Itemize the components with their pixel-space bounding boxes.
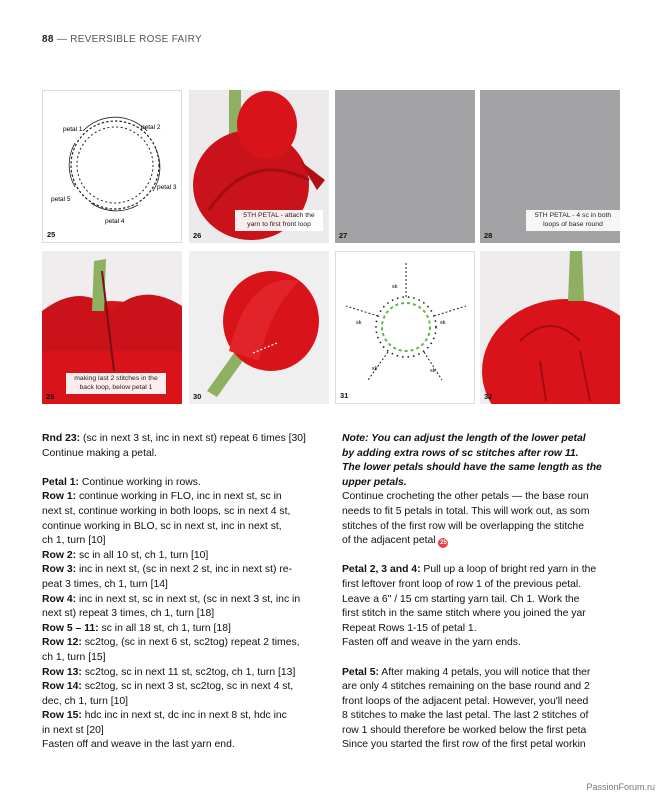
instruction-line [342,476,610,491]
instruction-text: in next st [20] [42,724,104,736]
row-label: Row 3: [42,564,77,576]
skip-label: sk [356,320,362,326]
instruction-text: needs to fit 5 petals in total. This will work out, as som [342,505,590,517]
instruction-text: Since you started the first row of the first petal workin [342,739,586,751]
petal-chart-diagram [43,91,182,243]
petal-label: petal 5 [51,196,71,203]
instruction-text: continue working in FLO, inc in next st, sc in [76,491,282,503]
instruction-line [42,666,312,681]
instruction-text: sc in all 18 st, ch 1, turn [18] [98,622,231,634]
instruction-line [342,738,610,753]
instruction-text: 8 stitches to make the last petal. The last 2 stitches of [342,710,589,722]
skip-label: sk [392,284,398,290]
instruction-text: of the adjacent petal [342,535,436,547]
watermark: PassionForum.ru [586,782,655,792]
note-label: Note: [342,433,369,444]
figure-number: 25 [47,230,56,239]
running-title: — REVERSIBLE ROSE FAIRY [56,34,202,45]
instruction-text: inc in next st, (sc in next 2 st, inc in next st) re- [76,564,293,576]
figure-31 [335,251,475,404]
instruction-line [342,563,610,578]
figure-27 [335,90,475,243]
instruction-text: hdc inc in next st, dc inc in next 8 st, hdc inc [81,710,287,722]
instruction-line [42,476,312,491]
instruction-text: Continue crocheting the other petals — the base roun [342,491,589,503]
instruction-text: by adding extra rows of sc stitches after row 11. [342,447,579,459]
instruction-line [342,622,610,637]
instruction-line [42,490,312,505]
petal-label: petal 2 [141,124,161,131]
row-label: Row 5 – 11: [42,622,99,634]
row-label: Row 13: [42,666,82,678]
row-label: Petal 2, 3 and 4: [342,564,421,576]
skip-label: sk [372,366,378,372]
instruction-line [42,534,312,549]
instruction-text: sc2tog, sc in next 3 st, sc2tog, sc in next 4 st, [81,681,294,693]
figure-25 [42,90,182,243]
row-label: Petal 1: [42,476,79,488]
figure-26 [189,90,329,243]
instruction-text: row 1 should therefore be worked below the first peta [342,724,587,736]
instruction-text: Continue making a petal. [42,447,157,459]
figure-number: 30 [193,392,202,401]
instruction-text: next st, continue working in both loops, sc in next 4 st, [42,505,291,517]
instruction-text: peat 3 times, ch 1, turn [14] [42,578,168,590]
instruction-text: (sc in next 3 st, inc in next st) repeat 6 times [30] [80,433,306,444]
instruction-text: After making 4 petals, you will notice that ther [378,666,591,678]
figure-28 [480,90,620,243]
instruction-line [342,534,610,549]
instruction-text: Pull up a loop of bright red yarn in the [420,564,597,576]
instruction-line [342,593,610,608]
instruction-text: dec, ch 1, turn [10] [42,695,129,707]
instruction-text: next st) repeat 3 times, ch 1, turn [18] [42,608,215,620]
instruction-line [342,490,610,505]
instruction-text: You can adjust the length of the lower petal [368,433,586,444]
instruction-text: sc2tog, sc in next 11 st, sc2tog, ch 1, turn [13] [81,666,296,678]
instruction-line [42,563,312,578]
rose-photo [480,251,620,404]
instruction-line [342,578,610,593]
figure-number: 29 [46,392,55,401]
instruction-text: Leave a 6" / 15 cm starting yarn tail. Ch 1. Work the [342,593,580,605]
instruction-text: sc2tog, (sc in next 6 st, sc2tog) repeat 2 times, [81,637,300,649]
figure-32 [480,251,620,404]
instruction-text: The lower petals should have the same length as the [342,462,602,474]
instruction-text: upper petals. [342,476,407,488]
instruction-text: continue working in BLO, sc in next st, inc in next st, [42,520,282,532]
instruction-line [342,520,610,535]
rosebud-photo [189,251,329,404]
figure-number: 32 [484,392,493,401]
instruction-text: stitches of the first row will be overlapping the stitche [342,520,584,532]
page-header [42,34,202,45]
row-label: Rnd 23: [42,433,81,444]
figure-caption: 5TH PETAL - attach the yarn to first front loop [235,210,323,231]
petal-label: petal 1 [63,126,83,133]
instruction-line [42,447,312,462]
instruction-line [42,593,312,608]
instruction-line [342,724,610,739]
instruction-line [42,680,312,695]
instruction-line [342,607,610,622]
petal-label: petal 4 [105,218,125,225]
instruction-text: ch 1, turn [15] [42,651,106,663]
instruction-line [42,695,312,710]
instruction-line [42,622,312,637]
instructions-right-column [342,432,610,753]
instruction-text: Repeat Rows 1-15 of petal 1. [342,622,477,634]
figure-number: 28 [484,231,493,240]
instruction-text: Fasten off and weave in the last yarn end. [42,739,235,751]
instruction-line [42,578,312,593]
figure-caption: 5TH PETAL - 4 sc in both loops of base round [526,210,620,231]
instruction-line [342,666,610,681]
instruction-line [42,724,312,739]
instruction-text: inc in next st, sc in next st, (sc in next 3 st, inc in [76,593,301,605]
instruction-line [42,432,312,447]
instruction-text: Fasten off and weave in the yarn ends. [342,637,521,649]
row-label: Row 14: [42,681,82,693]
instruction-line [342,432,610,447]
petal-label: petal 3 [157,184,177,191]
instruction-line [42,636,312,651]
instruction-line [342,505,610,520]
stitch-chart-diagram [336,252,475,404]
figure-grid [42,90,610,404]
figure-number: 26 [193,231,202,240]
instruction-text: first leftover front loop of row 1 of the previous petal. [342,578,582,590]
instruction-text: first stitch in the same stitch where you joined the yar [342,608,586,620]
figure-number: 27 [339,231,348,240]
instruction-line [42,549,312,564]
skip-label: sk [430,368,436,374]
paragraph-gap [42,461,312,476]
row-label: Row 15: [42,710,82,722]
instruction-text: Continue working in rows. [78,476,201,488]
figure-caption: making last 2 stitches in the back loop, below petal 1 [66,373,166,394]
instruction-line [342,695,610,710]
row-label: Row 12: [42,637,82,649]
figure-29 [42,251,182,404]
skip-label: sk [440,320,446,326]
instructions-left-column [42,432,312,753]
instruction-text: ch 1, turn [10] [42,535,106,547]
row-label: Row 1: [42,491,77,503]
paragraph-gap [342,651,610,666]
instruction-line [42,607,312,622]
instruction-text: are only 4 stitches remaining on the base round and 2 [342,681,590,693]
instruction-line [342,447,610,462]
figure-number: 31 [340,391,349,400]
row-label: Petal 5: [342,666,379,678]
instruction-line [42,520,312,535]
instruction-line [342,461,610,476]
instruction-line [42,709,312,724]
instruction-text: front loops of the adjacent petal. However, you'll need [342,695,589,707]
figure-30 [189,251,329,404]
instruction-line [342,636,610,651]
paragraph-gap [342,549,610,564]
instruction-line [342,680,610,695]
figure-reference-badge: 25 [440,540,447,547]
instruction-line [42,505,312,520]
page-number: 88 [42,34,54,45]
instruction-line [342,709,610,724]
instruction-line [42,651,312,666]
row-label: Row 4: [42,593,77,605]
instruction-line [42,738,312,753]
instruction-text: sc in all 10 st, ch 1, turn [10] [76,549,209,561]
row-label: Row 2: [42,549,77,561]
